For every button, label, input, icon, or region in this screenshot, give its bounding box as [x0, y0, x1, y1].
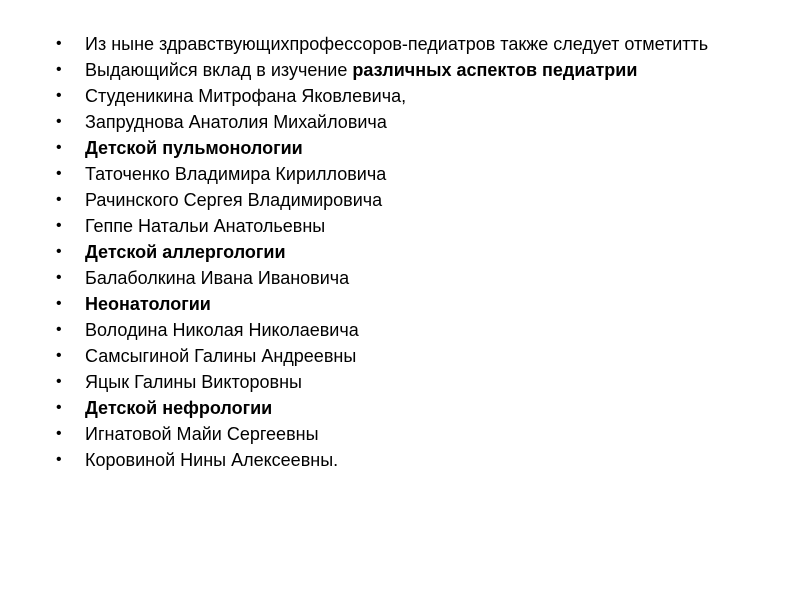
- list-item-text: Игнатовой Майи Сергеевны: [85, 424, 319, 444]
- list-item: [56, 450, 746, 470]
- list-item-text: Самсыгиной Галины Андреевны: [85, 346, 357, 366]
- list-item: [56, 164, 746, 184]
- bullet-icon: •: [56, 217, 62, 234]
- list-item-heading: Детской пульмонологии: [85, 138, 303, 158]
- list-item-text: Яцык Галины Викторовны: [85, 372, 302, 392]
- list-item-text: Студеникина Митрофана Яковлевича,: [85, 86, 407, 106]
- bullet-icon: •: [56, 425, 62, 442]
- bullet-icon: •: [56, 451, 62, 468]
- list-item: [56, 190, 746, 210]
- list-item: [56, 268, 746, 288]
- bullet-icon: •: [56, 373, 62, 390]
- list-item-heading: Детской нефрологии: [85, 398, 273, 418]
- list-item-heading: Неонатологии: [85, 294, 211, 314]
- list-item-text: Выдающийся вклад в изучение: [85, 60, 353, 80]
- list-item-text: Запруднова Анатолия Михайловича: [85, 112, 387, 132]
- list-item-text: Коровиной Нины Алексеевны.: [85, 450, 339, 470]
- list-item: [56, 294, 746, 314]
- list-item: [56, 112, 746, 132]
- list-item-text: Рачинского Сергея Владимировича: [85, 190, 383, 210]
- bullet-icon: •: [56, 113, 62, 130]
- bullet-icon: •: [56, 61, 62, 78]
- bullet-icon: •: [56, 269, 62, 286]
- list-item: [56, 60, 746, 80]
- list-item-text-bold: различных аспектов педиатрии: [352, 60, 638, 80]
- bullet-icon: •: [56, 139, 62, 156]
- list-item: [56, 372, 746, 392]
- bullet-icon: •: [56, 347, 62, 364]
- list-item-text: Таточенко Владимира Кирилловича: [85, 164, 387, 184]
- list-item-text: Балаболкина Ивана Ивановича: [85, 268, 350, 288]
- list-item: [56, 320, 746, 340]
- bullet-icon: •: [56, 191, 62, 208]
- list-item: [56, 346, 746, 366]
- bullet-icon: •: [56, 87, 62, 104]
- bullet-list: [56, 34, 746, 476]
- list-item: [56, 424, 746, 444]
- list-item: [56, 86, 746, 106]
- list-item-heading: Детской аллергологии: [85, 242, 286, 262]
- bullet-icon: •: [56, 35, 62, 52]
- list-item: [56, 34, 746, 54]
- list-item: [56, 242, 746, 262]
- list-item-text: Из ныне здравствующихпрофессоров-педиатров также следует отметитть: [85, 34, 709, 54]
- bullet-icon: •: [56, 165, 62, 182]
- list-item: [56, 138, 746, 158]
- bullet-icon: •: [56, 243, 62, 260]
- list-item: [56, 398, 746, 418]
- list-item: [56, 216, 746, 236]
- bullet-icon: •: [56, 295, 62, 312]
- bullet-icon: •: [56, 321, 62, 338]
- list-item-text: Володина Николая Николаевича: [85, 320, 359, 340]
- bullet-icon: •: [56, 399, 62, 416]
- list-item-text: Геппе Натальи Анатольевны: [85, 216, 326, 236]
